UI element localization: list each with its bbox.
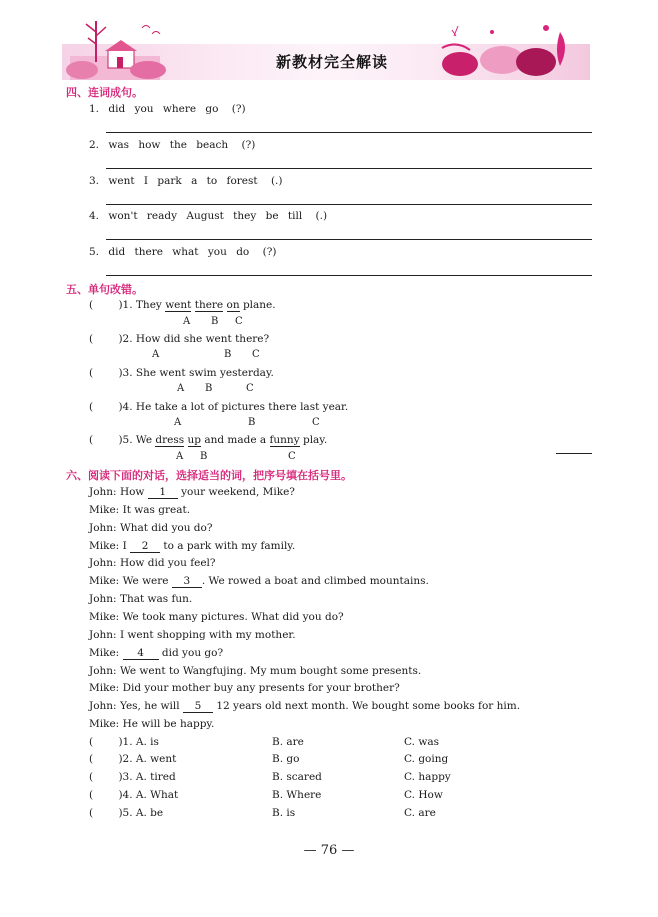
answer-line[interactable]: [556, 453, 592, 454]
item-number: 4.: [89, 210, 100, 222]
answer-line[interactable]: [106, 168, 592, 169]
item-number: 3.: [89, 175, 100, 187]
speaker: Mike:: [89, 540, 120, 552]
dialogue-line: [89, 611, 344, 623]
dialogue-text: Did your mother buy any presents for your brother?: [122, 682, 400, 694]
speaker: Mike:: [89, 504, 120, 516]
dialogue-line: [89, 665, 421, 677]
blank-number: 1: [148, 486, 178, 499]
speaker: John:: [89, 700, 117, 712]
item-number: )5.: [118, 807, 133, 819]
section-6-heading: 六、阅读下面的对话，选择适当的词，把序号填在括号里。: [66, 469, 352, 482]
mark-c: C: [252, 349, 260, 360]
option-b[interactable]: B. Where: [272, 789, 322, 801]
dialogue-text: I: [122, 540, 127, 552]
option-b[interactable]: B. scared: [272, 771, 322, 783]
option-c[interactable]: C. happy: [404, 771, 451, 783]
answer-line[interactable]: [106, 275, 592, 276]
item-words: went I park a to forest: [108, 175, 258, 187]
speaker: John:: [89, 557, 117, 569]
option-row: [89, 736, 159, 748]
item-number: )3.: [118, 367, 133, 379]
sentence-text: play.: [302, 434, 328, 446]
underlined-b: up: [187, 434, 201, 446]
dialogue-line: [89, 647, 223, 660]
s4-item-4: [89, 210, 327, 222]
blank-number: 5: [183, 700, 213, 713]
answer-line[interactable]: [106, 204, 592, 205]
mark-b: B: [248, 417, 256, 428]
answer-paren[interactable]: (: [89, 299, 94, 311]
mark-b: B: [211, 316, 219, 327]
mark-b: B: [205, 383, 213, 394]
sentence-text: How did she went there?: [135, 333, 270, 345]
item-number: )1.: [118, 299, 133, 311]
mark-c: C: [235, 316, 243, 327]
speaker: John:: [89, 629, 117, 641]
item-number: )5.: [118, 434, 133, 446]
item-number: 1.: [89, 103, 100, 115]
mark-a: A: [174, 417, 182, 428]
option-row: [89, 789, 178, 801]
underlined-c: funny: [269, 434, 300, 446]
speaker: Mike:: [89, 611, 120, 623]
mark-a: A: [176, 451, 184, 462]
item-punct: (?): [231, 103, 246, 115]
section-4-heading: 四、连词成句。: [66, 86, 143, 99]
dialogue-text: He will be happy.: [122, 718, 215, 730]
answer-paren[interactable]: (: [89, 367, 94, 379]
item-words: did there what you do: [108, 246, 250, 258]
option-a[interactable]: A. What: [135, 789, 179, 801]
item-words: was how the beach: [108, 139, 229, 151]
item-punct: (.): [270, 175, 283, 187]
dialogue-text: We went to Wangfujing. My mum bought some presents.: [119, 665, 422, 677]
sentence-text: She went swim yesterday.: [135, 367, 274, 379]
header-banner: [62, 18, 590, 80]
item-punct: (.): [315, 210, 328, 222]
mark-b: B: [224, 349, 232, 360]
dialogue-text: your weekend, Mike?: [181, 486, 295, 498]
s4-item-5: [89, 246, 276, 258]
option-a[interactable]: A. tired: [135, 771, 176, 783]
option-b[interactable]: B. are: [272, 736, 304, 748]
underlined-a: went: [165, 299, 192, 311]
speaker: Mike:: [89, 718, 120, 730]
dialogue-text: It was great.: [122, 504, 191, 516]
item-number: )1.: [118, 736, 133, 748]
blank-number: 3: [172, 575, 202, 588]
option-c[interactable]: C. was: [404, 736, 439, 748]
option-a[interactable]: A. be: [135, 807, 164, 819]
item-words: won't ready August they be till: [108, 210, 303, 222]
section-5-heading: 五、单句改错。: [66, 283, 143, 296]
option-a[interactable]: A. went: [135, 753, 177, 765]
dialogue-line: [89, 557, 216, 569]
dialogue-text: I went shopping with my mother.: [119, 629, 296, 641]
option-c[interactable]: C. are: [404, 807, 436, 819]
item-number: )2.: [118, 333, 133, 345]
dialogue-line: [89, 629, 296, 641]
speaker: Mike:: [89, 647, 120, 659]
dialogue-text: 12 years old next month. We bought some books for him.: [216, 700, 521, 712]
dialogue-line: [89, 504, 190, 516]
blank-number: 4: [123, 647, 159, 660]
option-c[interactable]: C. How: [404, 789, 443, 801]
dialogue-line: [89, 522, 212, 534]
item-number: )4.: [118, 789, 133, 801]
item-number: )3.: [118, 771, 133, 783]
s5-item-5: [89, 434, 327, 446]
mark-a: A: [152, 349, 160, 360]
s4-item-2: [89, 139, 255, 151]
item-punct: (?): [262, 246, 277, 258]
option-c[interactable]: C. going: [404, 753, 449, 765]
dialogue-line: [89, 682, 400, 694]
speaker: John:: [89, 665, 117, 677]
dialogue-line: [89, 540, 295, 553]
dialogue-text: Yes, he will: [119, 700, 180, 712]
sentence-text: He take a lot of pictures there last year.: [135, 401, 349, 413]
speaker: Mike:: [89, 682, 120, 694]
s4-item-3: [89, 175, 282, 187]
dialogue-line: [89, 486, 295, 499]
underlined-a: dress: [155, 434, 185, 446]
dialogue-line: [89, 718, 214, 730]
dialogue-text: . We rowed a boat and climbed mountains.: [201, 575, 429, 587]
answer-paren[interactable]: (: [89, 771, 94, 783]
answer-paren[interactable]: (: [89, 789, 94, 801]
sentence-text: They: [135, 299, 162, 311]
answer-paren[interactable]: (: [89, 807, 94, 819]
dialogue-text: What did you do?: [119, 522, 213, 534]
dialogue-line: [89, 700, 520, 713]
s5-item-2: [89, 333, 269, 345]
item-words: did you where go: [108, 103, 219, 115]
option-row: [89, 771, 176, 783]
answer-paren[interactable]: (: [89, 401, 94, 413]
option-a[interactable]: A. is: [135, 736, 159, 748]
item-number: 2.: [89, 139, 100, 151]
mark-c: C: [246, 383, 254, 394]
option-b[interactable]: B. go: [272, 753, 300, 765]
house-tree-illustration: [62, 18, 172, 80]
dialogue-text: did you go?: [161, 647, 224, 659]
underlined-c: on: [226, 299, 240, 311]
answer-paren[interactable]: (: [89, 753, 94, 765]
answer-line[interactable]: [106, 132, 592, 133]
mark-a: A: [183, 316, 191, 327]
blank-number: 2: [130, 540, 160, 553]
dialogue-text: We took many pictures. What did you do?: [122, 611, 344, 623]
dialogue-text: to a park with my family.: [163, 540, 296, 552]
answer-paren[interactable]: (: [89, 333, 94, 345]
page-number: — 76 —: [303, 843, 355, 858]
dialogue-text: How: [119, 486, 145, 498]
speaker: John:: [89, 522, 117, 534]
dialogue-text: That was fun.: [119, 593, 193, 605]
sentence-text: and made a: [204, 434, 267, 446]
item-number: )4.: [118, 401, 133, 413]
option-row: [89, 753, 176, 765]
speaker: John:: [89, 486, 117, 498]
item-punct: (?): [241, 139, 256, 151]
s5-item-4: [89, 401, 348, 413]
underlined-b: there: [194, 299, 224, 311]
dialogue-line: [89, 593, 192, 605]
item-number: 5.: [89, 246, 100, 258]
dialogue-text: We were: [122, 575, 169, 587]
s4-item-1: [89, 103, 246, 115]
mark-b: B: [200, 451, 208, 462]
speaker: Mike:: [89, 575, 120, 587]
mark-a: A: [177, 383, 185, 394]
mark-c: C: [288, 451, 296, 462]
flowers-illustration: [432, 18, 590, 80]
item-number: )2.: [118, 753, 133, 765]
s5-item-1: [89, 299, 276, 311]
dialogue-line: [89, 575, 429, 588]
page-title: 新教材完全解读: [275, 53, 388, 71]
sentence-text: plane.: [242, 299, 276, 311]
answer-line[interactable]: [106, 239, 592, 240]
sentence-text: We: [135, 434, 153, 446]
option-row: [89, 807, 163, 819]
option-b[interactable]: B. is: [272, 807, 296, 819]
mark-c: C: [312, 417, 320, 428]
speaker: John:: [89, 593, 117, 605]
s5-item-3: [89, 367, 274, 379]
dialogue-text: How did you feel?: [119, 557, 216, 569]
answer-paren[interactable]: (: [89, 736, 94, 748]
answer-paren[interactable]: (: [89, 434, 94, 446]
